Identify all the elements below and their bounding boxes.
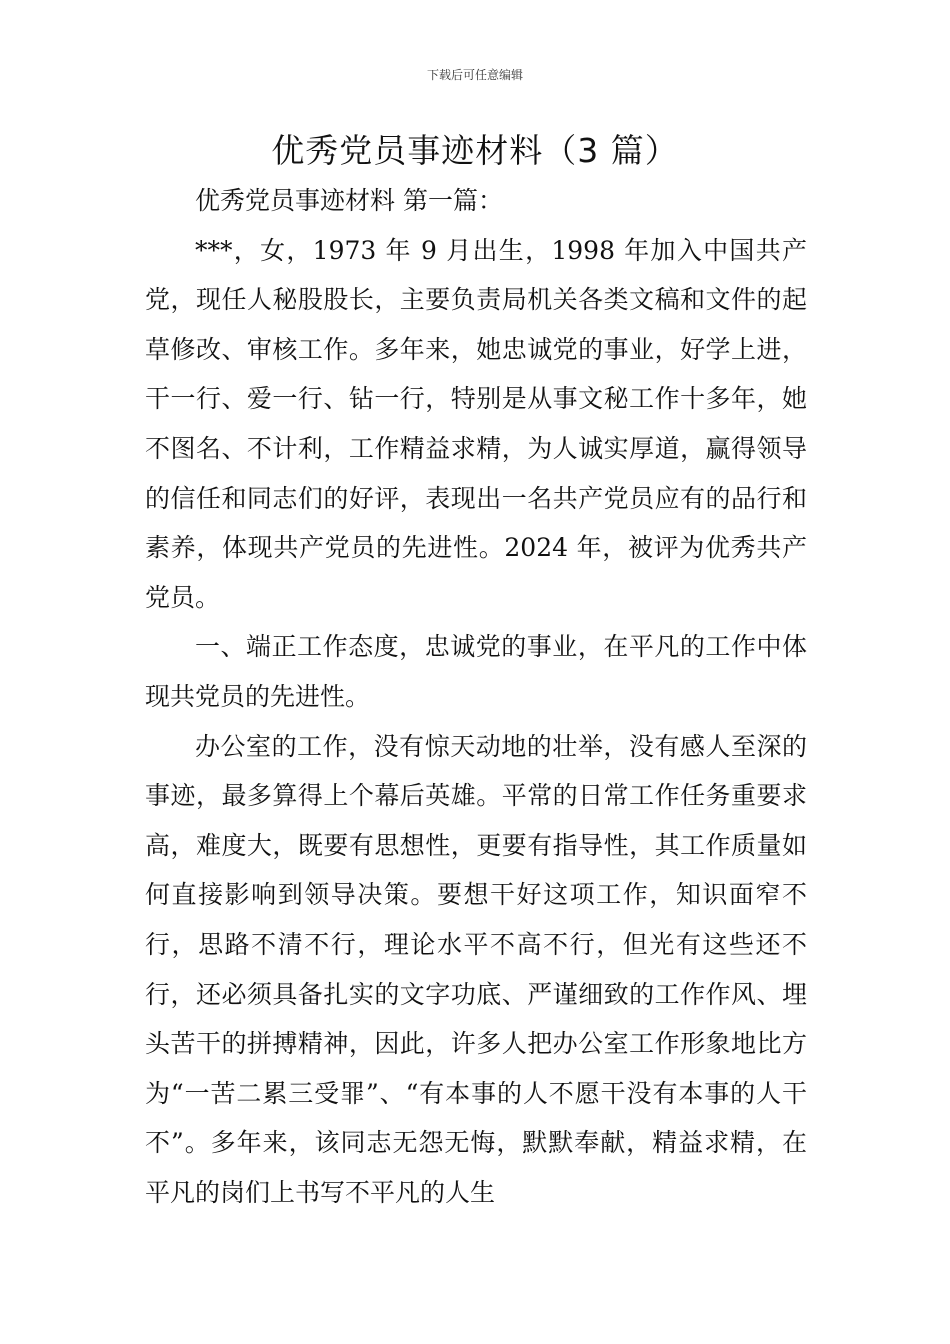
header-note: 下载后可任意编辑 (426, 68, 523, 82)
paragraph-section-heading: 一、端正工作态度，忠诚党的事业，在平凡的工作中体现共党员的先进性。 (145, 632, 807, 711)
document-body (145, 176, 807, 1217)
paragraph-intro: ***，女，1973 年 9 月出生，1998 年加入中国共产党，现任人秘股股长，主要负责局机关各类文稿和文件的起草修改、审核工作。多年来，她忠诚党的事业，好学上进，干一行、爱一行、钻一行，特别是从事文秘工作十多年，她不图名、不计利，工作精益求精，为人诚实厚道，赢得领导的信任和同志们的好评，表现出一名共产党员应有的品行和素养，体现共产党员的先进性。2024 年，被评为优秀共产党员。 (145, 235, 807, 612)
paragraph-office-work: 办公室的工作，没有惊天动地的壮举，没有感人至深的事迹，最多算得上个幕后英雄。平常的日常工作任务重要求高，难度大，既要有思想性，更要有指导性，其工作质量如何直接影响到领导决策。要想干好这项工作，知识面窄不行，思路不清不行，理论水平不高不行，但光有这些还不行，还必须具备扎实的文字功底、严谨细致的工作作风、埋头苦干的拼搏精神，因此，许多人把办公室工作形象地比方为“一苦二累三受罪”、“有本事的人不愿干没有本事的人干不”。多年来，该同志无怨无悔，默默奉献，精益求精，在平凡的岗们上书写不平凡的人生 (145, 731, 807, 1207)
section-subheading: 优秀党员事迹材料 第一篇： (195, 186, 503, 215)
document-title: 优秀党员事迹材料（3 篇） (271, 131, 679, 170)
